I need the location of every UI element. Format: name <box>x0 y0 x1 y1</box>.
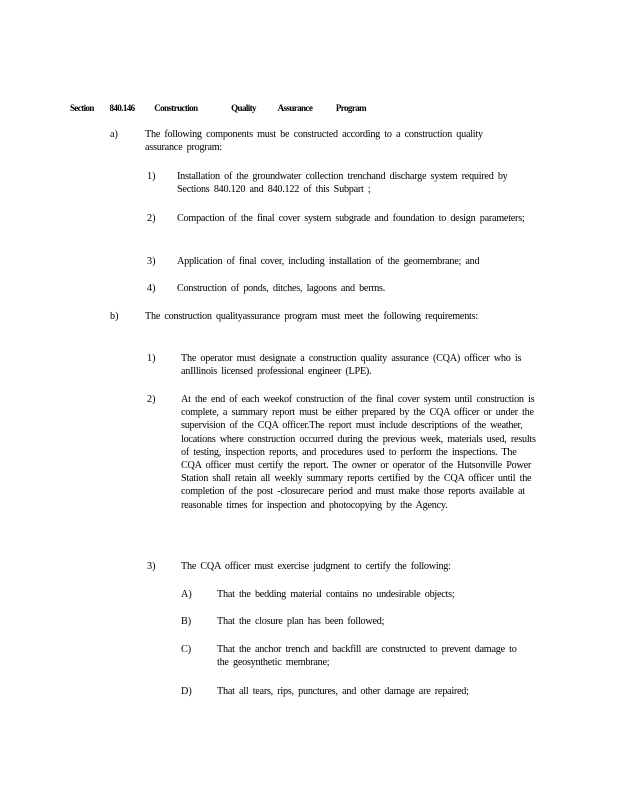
list-item-text: At the end of each weekof construction of the final cover system until construction is complete, a summary report must be either prepared by the CQA officer or under the supervision of the CQA officer.The report must include descriptions of the weather, locations where construction occurred during the previous week, materials used, results of testing, inspection reports, and procedures used to perform the inspections. The CQA officer must certify the report. The owner or operator of the Hutsonville Power Station shall retain all weekly summary reports certified by the CQA officer until the completion of the post -closurecare period and must make those reports available at reasonable times for inspection and photocopying by the Agency. <box>181 394 536 511</box>
list-item-label: 2) <box>147 213 156 224</box>
list-item-text: Compaction of the final cover system subgrade and foundation to design parameters; <box>177 213 525 224</box>
subsection-b-text: The construction qualityassurance program must meet the following requirements: <box>145 311 478 322</box>
list-item-text: Installation of the groundwater collection trenchand discharge system required by Sections 840.120 and 840.122 of this Subpart ; <box>177 171 508 196</box>
subsection-a-text: The following components must be constructed according to a construction quality assurance program: <box>145 129 483 154</box>
section-title-word: Assurance <box>277 103 313 113</box>
sub-item-text: That the anchor trench and backfill are constructed to prevent damage to the geosynthetic membrane; <box>217 644 517 669</box>
list-item-label: 4) <box>147 283 156 294</box>
list-item-label: 3) <box>147 256 156 267</box>
section-heading <box>70 103 366 113</box>
sub-item-label: B) <box>181 616 192 627</box>
list-item-text: The operator must designate a construction quality assurance (CQA) officer who is anIllinois licensed professional engineer (LPE). <box>181 353 522 378</box>
list-item-label: 1) <box>147 353 156 364</box>
sub-item-text: That all tears, rips, punctures, and other damage are repaired; <box>217 686 469 697</box>
section-number: 840.146 <box>109 103 135 113</box>
subsection-b-label: b) <box>110 311 119 322</box>
section-title-word: Quality <box>231 103 256 113</box>
list-item-text: Application of final cover, including installation of the geomembrane; and <box>177 256 480 267</box>
list-item-label: 3) <box>147 561 156 572</box>
sub-item-label: A) <box>181 589 192 600</box>
section-title-word: Program <box>335 103 367 113</box>
sub-item-text: That the closure plan has been followed; <box>217 616 385 627</box>
list-item-label: 1) <box>147 171 156 182</box>
sub-item-label: C) <box>181 644 192 655</box>
sub-item-text: That the bedding material contains no undesirable objects; <box>217 589 455 600</box>
section-title-word: Construction <box>154 103 198 113</box>
subsection-a-label: a) <box>110 129 118 140</box>
section-word: Section <box>70 103 94 113</box>
list-item-text: Construction of ponds, ditches, lagoons and berms. <box>177 283 386 294</box>
list-item-text: The CQA officer must exercise judgment to certify the following: <box>181 561 451 572</box>
sub-item-label: D) <box>181 686 192 697</box>
list-item-label: 2) <box>147 394 156 405</box>
